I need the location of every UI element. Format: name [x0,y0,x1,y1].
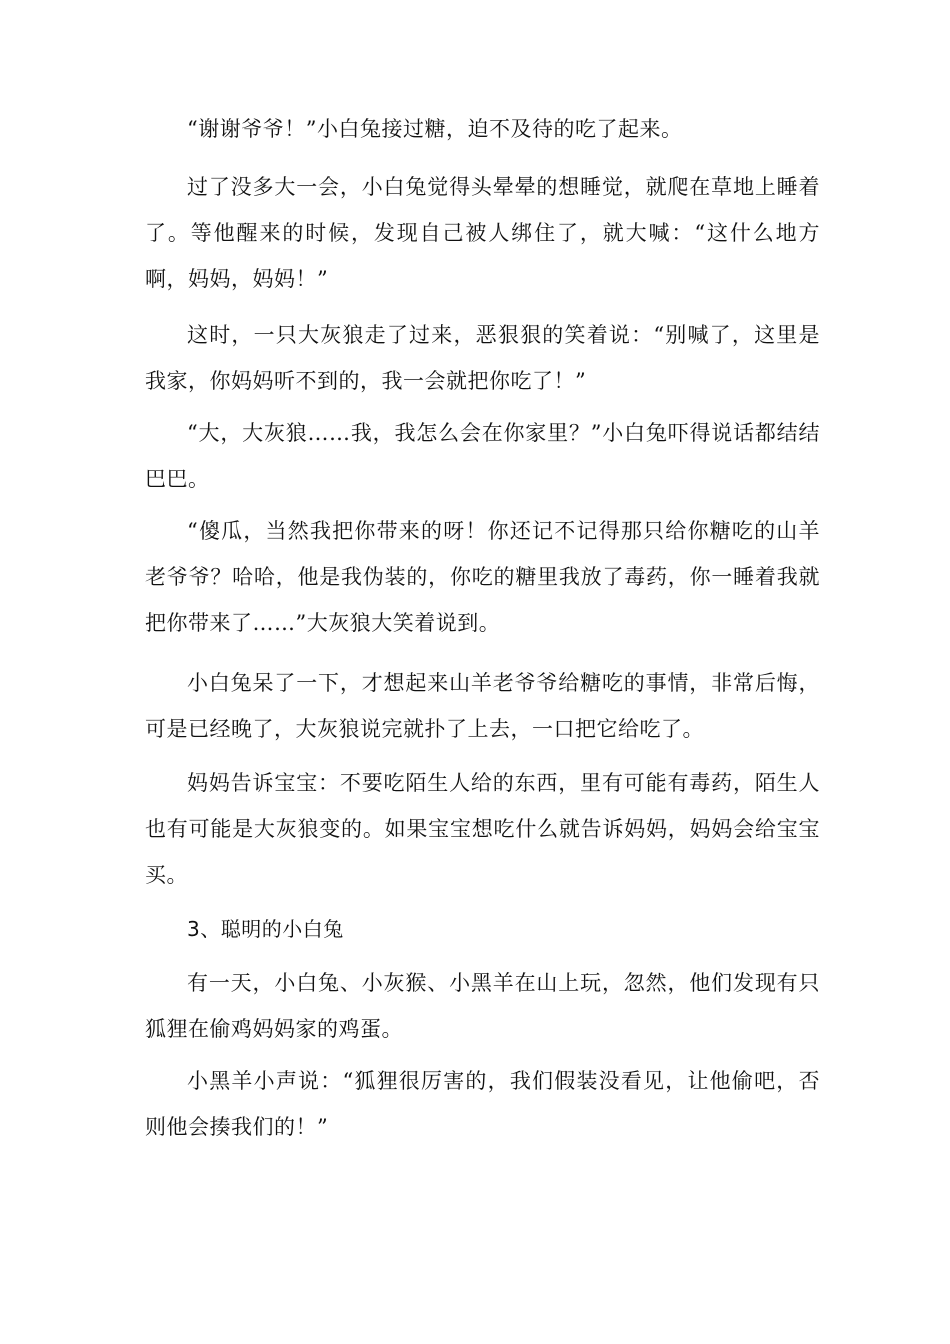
paragraph-1: “谢谢爷爷！”小白兔接过糖，迫不及待的吃了起来。 [187,117,683,141]
paragraph-5: “傻瓜，当然我把你带来的呀！你还记不记得那只给你糖吃的山羊老爷爷？哈哈，他是我伪装的，你吃的糖里我放了毒药，你一睡着我就把你带来了……”大灰狼大笑着说到。 [145,519,820,635]
paragraph-9: 小黑羊小声说：“狐狸很厉害的，我们假装没看见，让他偷吧，否则他会揍我们的！” [145,1069,820,1139]
paragraph-7: 妈妈告诉宝宝：不要吃陌生人给的东西，里有可能有毒药，陌生人也有可能是大灰狼变的。如果宝宝想吃什么就告诉妈妈，妈妈会给宝宝买。 [145,771,820,887]
paragraph-6: 小白兔呆了一下，才想起来山羊老爷爷给糖吃的事情，非常后悔，可是已经晚了，大灰狼说完就扑了上去，一口把它给吃了。 [145,671,820,741]
paragraph-3: 这时，一只大灰狼走了过来，恶狠狠的笑着说：“别喊了，这里是我家，你妈妈听不到的，我一会就把你吃了！” [145,323,820,393]
section-heading: 3、聪明的小白兔 [187,917,344,941]
paragraph-2: 过了没多大一会，小白兔觉得头晕晕的想睡觉，就爬在草地上睡着了。等他醒来的时候，发现自己被人绑住了，就大喊：“这什么地方啊，妈妈，妈妈！” [145,175,820,291]
paragraph-4: “大，大灰狼……我，我怎么会在你家里？”小白兔吓得说话都结结巴巴。 [145,421,820,491]
paragraph-8: 有一天，小白兔、小灰猴、小黑羊在山上玩，忽然，他们发现有只狐狸在偷鸡妈妈家的鸡蛋。 [145,971,820,1041]
